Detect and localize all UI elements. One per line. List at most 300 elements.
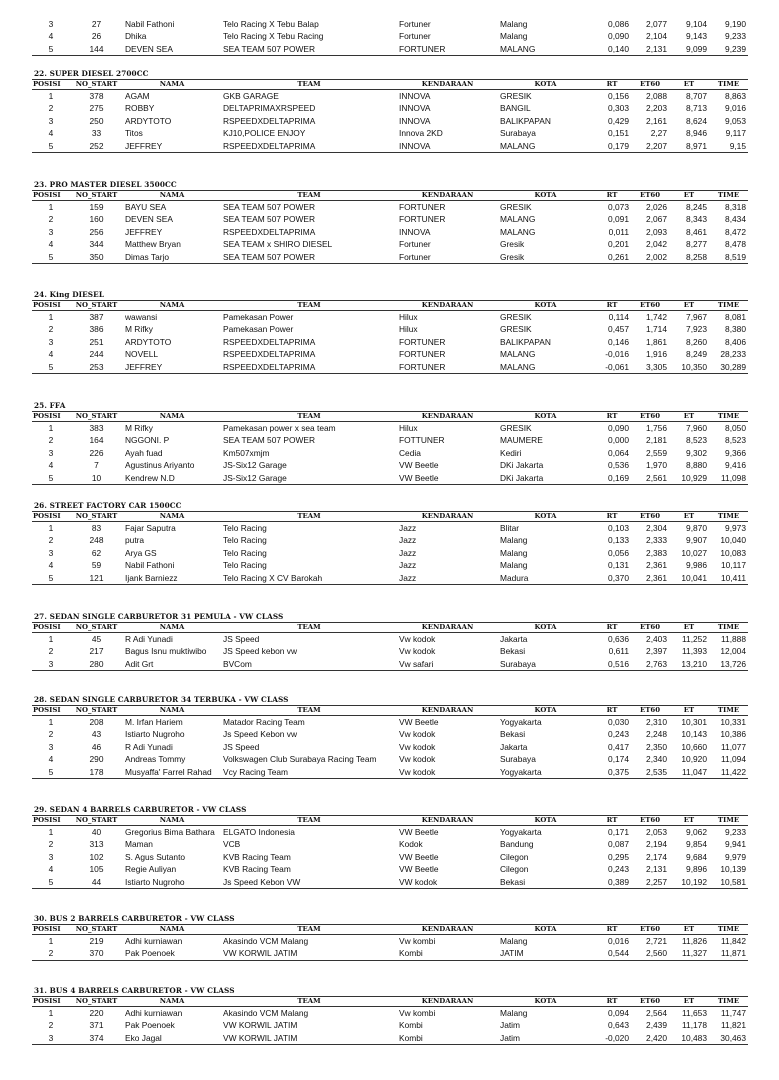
cell-kota: Madura — [498, 572, 593, 585]
table-row — [32, 115, 748, 127]
cell-kota: Surabaya — [500, 128, 536, 139]
cell-posisi: 2 — [48, 214, 54, 225]
cell-no-start: 370 — [70, 947, 123, 960]
cell-no-start: 59 — [91, 560, 102, 571]
cell-et60: 2,026 — [646, 202, 667, 212]
cell-posisi: 4 — [48, 128, 54, 139]
column-header-team: TEAM — [221, 706, 397, 716]
cell-et: 13,210 — [669, 658, 709, 671]
cell-nama: Musyaffa' Farrel Rahad — [123, 766, 221, 779]
cell-nama: DEVEN SEA — [123, 43, 221, 56]
column-header-no-start: NO_START — [70, 816, 123, 826]
cell-kendaraan: Fortuner — [399, 239, 431, 250]
cell-time: 9,233 — [725, 827, 746, 837]
cell-team: ELGATO Indonesia — [223, 827, 295, 837]
cell-et: 11,393 — [682, 646, 707, 657]
results-table — [32, 190, 748, 264]
cell-et60: 2,042 — [646, 239, 667, 250]
cell-nama: JEFFREY — [125, 226, 163, 237]
cell-nama: JEFFREY — [123, 140, 221, 153]
cell-et60: 2,439 — [646, 1020, 667, 1031]
cell-nama: M Rifky — [125, 423, 153, 433]
column-header-et60: ET60 — [631, 191, 669, 201]
cell-no-start: 159 — [89, 202, 104, 212]
cell-kendaraan: Vw kodok — [397, 766, 498, 779]
cell-kota: Malang — [500, 936, 528, 946]
cell-nama: Pak Poenoek — [125, 1020, 175, 1031]
cell-team: Km507xmjm — [223, 447, 270, 458]
table-row — [32, 1032, 748, 1045]
cell-et: 9,896 — [686, 864, 707, 875]
cell-team: Pamekasan power x sea team — [223, 423, 336, 433]
cell-rt: 0,156 — [608, 91, 629, 101]
column-header-et: ET — [669, 512, 709, 522]
cell-et60: 2,561 — [631, 472, 669, 485]
cell-no-start: 40 — [91, 827, 102, 837]
cell-time: 13,726 — [709, 658, 748, 671]
cell-rt: 0,636 — [608, 634, 629, 644]
cell-team: SEA TEAM 507 POWER — [223, 214, 316, 225]
table-row — [32, 434, 748, 446]
cell-rt: 0,611 — [608, 646, 629, 657]
cell-posisi: 4 — [48, 560, 54, 571]
cell-kota: Yogyakarta — [500, 717, 542, 727]
cell-time: 10,139 — [720, 864, 746, 875]
cell-time: 8,380 — [725, 324, 746, 335]
column-header-posisi: POSISI — [32, 997, 70, 1007]
cell-kota: Surabaya — [500, 754, 536, 765]
cell-kota: GRESIK — [500, 312, 532, 322]
cell-team: JS Speed — [223, 634, 260, 644]
cell-time: 9,366 — [725, 447, 746, 458]
cell-no-start: 313 — [89, 839, 104, 850]
cell-posisi: 1 — [48, 423, 54, 433]
cell-et: 8,971 — [669, 140, 709, 153]
column-header-posisi: POSISI — [32, 925, 70, 935]
cell-kota: Malang — [500, 1008, 528, 1018]
cell-rt: 0,086 — [608, 19, 629, 29]
column-header-et: ET — [669, 623, 709, 633]
cell-no-start: 387 — [89, 312, 104, 322]
cell-posisi: 1 — [48, 312, 54, 322]
cell-team: SEA TEAM 507 POWER — [223, 435, 316, 446]
cell-posisi: 2 — [48, 839, 54, 850]
cell-time: 8,523 — [725, 435, 746, 446]
cell-kendaraan: Hilux — [399, 423, 418, 433]
cell-no-start: 164 — [89, 435, 104, 446]
column-header-kendaraan: KENDARAAN — [397, 301, 498, 311]
cell-et60: 2,559 — [646, 447, 667, 458]
cell-time: 30,289 — [709, 361, 748, 374]
cell-et: 7,960 — [686, 423, 707, 433]
cell-et60: 2,361 — [646, 560, 667, 571]
cell-et: 10,301 — [681, 717, 707, 727]
cell-posisi: 5 — [32, 572, 70, 585]
cell-team: Telo Racing X CV Barokah — [221, 572, 397, 585]
table-row — [32, 102, 748, 114]
table-row — [32, 1007, 748, 1020]
cell-et: 7,967 — [686, 312, 707, 322]
cell-nama: Nabil Fathoni — [125, 560, 175, 571]
table-header-row — [32, 80, 748, 90]
cell-et: 8,707 — [686, 91, 707, 101]
column-header-time: TIME — [709, 706, 748, 716]
cell-rt: 0,457 — [608, 324, 629, 335]
cell-et60: 1,970 — [646, 460, 667, 471]
cell-et: 11,252 — [682, 634, 707, 644]
cell-time: 10,581 — [709, 876, 748, 889]
cell-rt: 0,643 — [608, 1020, 629, 1031]
column-header-time: TIME — [709, 623, 748, 633]
cell-kota: Malang — [500, 19, 528, 29]
cell-no-start: 178 — [70, 766, 123, 779]
column-header-time: TIME — [709, 816, 748, 826]
cell-kota: MALANG — [500, 214, 536, 225]
cell-et: 9,104 — [686, 19, 707, 29]
cell-kendaraan: Kombi — [399, 1020, 423, 1031]
column-header-kota: KOTA — [498, 80, 593, 90]
cell-rt: 0,146 — [608, 336, 629, 347]
cell-no-start: 217 — [89, 646, 104, 657]
cell-nama: Gregorius Bima Bathara — [125, 827, 215, 837]
column-header-et: ET — [669, 925, 709, 935]
cell-kendaraan: Vw kombi — [399, 1008, 436, 1018]
cell-team: Matador Racing Team — [223, 717, 305, 727]
cell-et: 11,653 — [682, 1008, 707, 1018]
cell-rt: -0,061 — [593, 361, 631, 374]
cell-nama: Maman — [125, 839, 153, 850]
cell-kendaraan: Cedia — [399, 447, 421, 458]
column-header-no-start: NO_START — [70, 925, 123, 935]
table-row — [32, 947, 748, 960]
cell-et60: 2,248 — [646, 729, 667, 740]
cell-et60: 2,053 — [646, 827, 667, 837]
cell-team: RSPEEDXDELTAPRIMA — [221, 140, 397, 153]
column-header-no-start: NO_START — [70, 623, 123, 633]
cell-no-start: 350 — [70, 251, 123, 264]
cell-et: 8,523 — [686, 435, 707, 446]
cell-posisi: 5 — [32, 140, 70, 153]
cell-posisi: 1 — [48, 936, 54, 946]
cell-time: 10,117 — [721, 560, 746, 571]
cell-no-start: 226 — [89, 447, 104, 458]
column-header-nama: NAMA — [123, 80, 221, 90]
section-title: 29. SEDAN 4 BARRELS CARBURETOR - VW CLASS — [34, 805, 247, 814]
cell-et60: 2,203 — [646, 103, 667, 114]
column-header-nama: NAMA — [123, 301, 221, 311]
cell-kota: GRESIK — [500, 202, 532, 212]
cell-et: 8,343 — [686, 214, 707, 225]
table-row — [32, 213, 748, 225]
column-header-kota: KOTA — [498, 301, 593, 311]
cell-nama: Arya GS — [125, 547, 157, 558]
cell-team: SEA TEAM 507 POWER — [221, 251, 397, 264]
cell-et: 10,920 — [681, 754, 707, 765]
column-header-et60: ET60 — [631, 80, 669, 90]
cell-time: 8,472 — [725, 226, 746, 237]
cell-kendaraan: Jazz — [399, 560, 417, 571]
cell-kendaraan: Vw kodok — [399, 729, 436, 740]
table-header-row — [32, 623, 748, 633]
cell-kendaraan: VW kodok — [397, 876, 498, 889]
cell-time: 11,871 — [709, 947, 748, 960]
column-header-team: TEAM — [221, 816, 397, 826]
table-row — [32, 30, 748, 42]
table-header-row — [32, 512, 748, 522]
cell-time: 9,190 — [725, 19, 746, 29]
table-header-row — [32, 706, 748, 716]
table-row — [32, 447, 748, 459]
cell-kota: BANGIL — [500, 103, 531, 114]
table-header-row — [32, 412, 748, 422]
cell-et: 9,099 — [669, 43, 709, 56]
cell-kendaraan: Kodok — [399, 839, 423, 850]
cell-kendaraan: VW Beetle — [399, 864, 439, 875]
cell-no-start: 371 — [89, 1020, 104, 1031]
column-header-nama: NAMA — [123, 512, 221, 522]
cell-no-start: 102 — [89, 851, 104, 862]
column-header-et60: ET60 — [631, 623, 669, 633]
cell-et: 10,660 — [681, 741, 707, 752]
cell-kota: BALIKPAPAN — [500, 115, 551, 126]
cell-team: SEA TEAM 507 POWER — [223, 202, 316, 212]
cell-time: 10,083 — [720, 547, 746, 558]
cell-time: 9,979 — [725, 851, 746, 862]
cell-kendaraan: Jazz — [399, 535, 417, 546]
cell-posisi: 5 — [32, 251, 70, 264]
cell-kendaraan: Jazz — [397, 572, 498, 585]
cell-kota: GRESIK — [500, 423, 532, 433]
column-header-time: TIME — [709, 301, 748, 311]
cell-time: 11,077 — [721, 741, 746, 752]
cell-kendaraan: INNOVA — [399, 115, 431, 126]
cell-rt: 0,303 — [608, 103, 629, 114]
cell-et: 9,870 — [686, 523, 707, 533]
cell-posisi: 5 — [32, 876, 70, 889]
cell-posisi: 3 — [48, 851, 54, 862]
cell-kendaraan: FORTUNER — [399, 202, 446, 212]
cell-kendaraan: Jazz — [399, 547, 417, 558]
cell-et60: 2,077 — [646, 19, 667, 29]
cell-time: 9,117 — [725, 128, 746, 139]
column-header-kendaraan: KENDARAAN — [397, 623, 498, 633]
cell-rt: 0,201 — [608, 239, 629, 250]
cell-et60: 2,131 — [646, 864, 667, 875]
cell-team: Akasindo VCM Malang — [223, 1008, 309, 1018]
column-header-kendaraan: KENDARAAN — [397, 997, 498, 1007]
cell-time: 10,411 — [709, 572, 748, 585]
cell-et: 8,624 — [686, 115, 707, 126]
cell-posisi: 3 — [48, 226, 54, 237]
table-row — [32, 838, 748, 850]
cell-rt: 0,114 — [608, 312, 629, 322]
cell-et60: 2,560 — [631, 947, 669, 960]
cell-time: 9,053 — [725, 115, 746, 126]
column-header-et: ET — [669, 816, 709, 826]
cell-et60: 2,420 — [631, 1032, 669, 1045]
column-header-posisi: POSISI — [32, 623, 70, 633]
cell-nama: ARDYTOTO — [125, 336, 172, 347]
cell-kendaraan: Hilux — [399, 312, 418, 322]
cell-kota: Kediri — [500, 447, 522, 458]
cell-kota: Malang — [500, 560, 528, 571]
cell-team: BVCom — [221, 658, 397, 671]
cell-kota: MALANG — [498, 43, 593, 56]
cell-et: 11,178 — [682, 1020, 707, 1031]
cell-kota: DKi Jakarta — [498, 472, 593, 485]
table-row — [32, 201, 748, 214]
column-header-kendaraan: KENDARAAN — [397, 925, 498, 935]
cell-time: 11,888 — [721, 634, 746, 644]
cell-kota: Bandung — [500, 839, 534, 850]
cell-nama: putra — [125, 535, 145, 546]
cell-kendaraan: FORTUNER — [399, 336, 446, 347]
column-header-posisi: POSISI — [32, 512, 70, 522]
cell-posisi: 2 — [48, 324, 54, 335]
column-header-team: TEAM — [221, 80, 397, 90]
results-table — [32, 924, 748, 961]
cell-posisi: 4 — [48, 31, 54, 42]
cell-kota: Bekasi — [500, 646, 526, 657]
cell-kota: GRESIK — [500, 324, 532, 335]
cell-et: 10,929 — [669, 472, 709, 485]
column-header-et60: ET60 — [631, 301, 669, 311]
column-header-et: ET — [669, 191, 709, 201]
cell-kendaraan: Vw kodok — [399, 634, 436, 644]
cell-posisi: 1 — [48, 91, 54, 101]
cell-team: Telo Racing — [223, 523, 267, 533]
table-row — [32, 311, 748, 324]
table-row — [32, 336, 748, 348]
column-header-no-start: NO_START — [70, 412, 123, 422]
cell-et60: 2,194 — [646, 839, 667, 850]
cell-time: 10,331 — [720, 717, 746, 727]
table-row — [32, 826, 748, 839]
column-header-no-start: NO_START — [70, 191, 123, 201]
cell-kota: Jakarta — [500, 634, 528, 644]
column-header-rt: RT — [593, 623, 631, 633]
cell-team: RSPEEDXDELTAPRIMA — [223, 115, 316, 126]
cell-no-start: 46 — [91, 741, 102, 752]
cell-posisi: 3 — [48, 19, 54, 29]
cell-rt: 0,171 — [608, 827, 629, 837]
cell-nama: NOVELL — [125, 349, 159, 360]
cell-nama: Andreas Tommy — [125, 754, 186, 765]
cell-team: DELTAPRIMAXRSPEED — [223, 103, 316, 114]
cell-time: 8,406 — [725, 336, 746, 347]
cell-time: 11,422 — [709, 766, 748, 779]
cell-no-start: 144 — [70, 43, 123, 56]
cell-rt: 0,389 — [593, 876, 631, 889]
table-row — [32, 728, 748, 740]
column-header-kendaraan: KENDARAAN — [397, 512, 498, 522]
table-row — [32, 876, 748, 889]
column-header-et60: ET60 — [631, 706, 669, 716]
cell-kota: Jatim — [498, 1032, 593, 1045]
results-table — [32, 511, 748, 585]
cell-kota: Blitar — [500, 523, 520, 533]
cell-posisi: 3 — [48, 741, 54, 752]
cell-rt: 0,295 — [608, 851, 629, 862]
cell-kota: Gresik — [498, 251, 593, 264]
cell-et60: 2,397 — [646, 646, 667, 657]
cell-time: 8,318 — [725, 202, 746, 212]
cell-posisi: 5 — [32, 43, 70, 56]
column-header-et: ET — [669, 80, 709, 90]
cell-rt: 0,140 — [593, 43, 631, 56]
cell-et60: 1,742 — [646, 312, 667, 322]
cell-posisi: 1 — [48, 827, 54, 837]
cell-rt: 0,011 — [608, 226, 629, 237]
table-row — [32, 658, 748, 671]
cell-nama: Dimas Tarjo — [123, 251, 221, 264]
column-header-posisi: POSISI — [32, 80, 70, 90]
section-title: 26. STREET FACTORY CAR 1500CC — [34, 501, 182, 510]
cell-kota: JATIM — [498, 947, 593, 960]
cell-posisi: 5 — [32, 361, 70, 374]
cell-et: 8,880 — [686, 460, 707, 471]
cell-nama: Matthew Bryan — [125, 239, 181, 250]
cell-team: JS Speed — [223, 741, 260, 752]
cell-time: 10,040 — [720, 535, 746, 546]
cell-nama: Fajar Saputra — [125, 523, 176, 533]
table-row — [32, 716, 748, 729]
table-row — [32, 645, 748, 657]
cell-team: RSPEEDXDELTAPRIMA — [221, 361, 397, 374]
column-header-nama: NAMA — [123, 816, 221, 826]
cell-nama: Titos — [125, 128, 143, 139]
cell-time: 11,094 — [721, 754, 746, 765]
cell-team: RSPEEDXDELTAPRIMA — [223, 336, 316, 347]
cell-et60: 2,333 — [646, 535, 667, 546]
cell-et: 8,461 — [686, 226, 707, 237]
cell-et: 11,826 — [682, 936, 707, 946]
cell-et60: 2,257 — [631, 876, 669, 889]
cell-nama: Bagus Isnu muktiwibo — [125, 646, 207, 657]
cell-posisi: 4 — [48, 754, 54, 765]
column-header-no-start: NO_START — [70, 301, 123, 311]
cell-no-start: 256 — [89, 226, 104, 237]
cell-kendaraan: INNOVA — [399, 91, 431, 101]
cell-kendaraan: Jazz — [399, 523, 417, 533]
cell-team: Pamekasan Power — [223, 324, 294, 335]
cell-team: Telo Racing X Tebu Racing — [223, 31, 324, 42]
table-row — [32, 140, 748, 153]
column-header-et60: ET60 — [631, 997, 669, 1007]
column-header-time: TIME — [709, 997, 748, 1007]
column-header-kota: KOTA — [498, 412, 593, 422]
cell-time: 8,519 — [709, 251, 748, 264]
cell-kendaraan: Vw kodok — [399, 646, 436, 657]
cell-kota: Malang — [500, 535, 528, 546]
cell-nama: Adhi kurniawan — [125, 936, 183, 946]
cell-et60: 2,104 — [646, 31, 667, 42]
cell-kendaraan: FORTUNER — [397, 361, 498, 374]
column-header-nama: NAMA — [123, 925, 221, 935]
cell-team: GKB GARAGE — [223, 91, 279, 101]
cell-rt: 0,179 — [593, 140, 631, 153]
column-header-posisi: POSISI — [32, 191, 70, 201]
cell-kota: Bekasi — [500, 729, 526, 740]
table-row — [32, 547, 748, 559]
cell-rt: 0,516 — [593, 658, 631, 671]
cell-posisi: 2 — [48, 535, 54, 546]
table-header-row — [32, 191, 748, 201]
column-header-team: TEAM — [221, 623, 397, 633]
table-row — [32, 741, 748, 753]
cell-no-start: 378 — [89, 91, 104, 101]
table-row — [32, 361, 748, 374]
